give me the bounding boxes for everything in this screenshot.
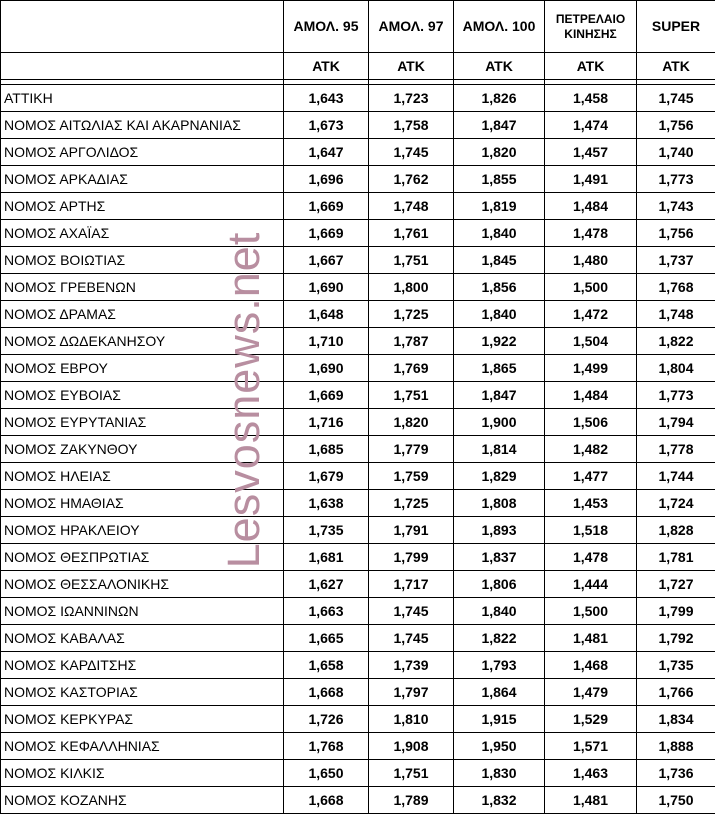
price-amol97: 1,908 [369, 733, 454, 760]
price-super: 1,773 [637, 382, 715, 409]
price-diesel: 1,491 [545, 166, 637, 193]
price-amol100: 1,806 [454, 571, 545, 598]
region-name: ΝΟΜΟΣ ΑΙΤΩΛΙΑΣ ΚΑΙ ΑΚΑΡΝΑΝΙΑΣ [1, 112, 284, 139]
header-diesel [545, 1, 637, 53]
table-row [1, 166, 715, 193]
price-amol97: 1,779 [369, 436, 454, 463]
unit-amol100: ΑΤΚ [454, 53, 545, 80]
table-row [1, 544, 715, 571]
region-name: ΝΟΜΟΣ ΚΑΡΔΙΤΣΗΣ [1, 652, 284, 679]
region-name: ΝΟΜΟΣ ΕΥΡΥΤΑΝΙΑΣ [1, 409, 284, 436]
table-row [1, 760, 715, 787]
price-amol95: 1,726 [284, 706, 369, 733]
header-super: SUPER [637, 1, 715, 53]
price-amol97: 1,725 [369, 490, 454, 517]
price-amol97: 1,725 [369, 301, 454, 328]
price-amol95: 1,690 [284, 274, 369, 301]
price-amol95: 1,668 [284, 679, 369, 706]
price-super: 1,828 [637, 517, 715, 544]
price-super: 1,737 [637, 247, 715, 274]
price-amol97: 1,739 [369, 652, 454, 679]
price-amol100: 1,847 [454, 382, 545, 409]
price-amol95: 1,735 [284, 517, 369, 544]
price-super: 1,748 [637, 301, 715, 328]
table-row [1, 706, 715, 733]
price-amol97: 1,759 [369, 463, 454, 490]
region-name: ΝΟΜΟΣ ΑΡΓΟΛΙΔΟΣ [1, 139, 284, 166]
price-diesel: 1,506 [545, 409, 637, 436]
price-amol100: 1,840 [454, 220, 545, 247]
price-amol95: 1,679 [284, 463, 369, 490]
price-super: 1,727 [637, 571, 715, 598]
price-amol95: 1,663 [284, 598, 369, 625]
price-super: 1,740 [637, 139, 715, 166]
unit-diesel: ΑΤΚ [545, 53, 637, 80]
region-name: ΑΤΤΙΚΗ [1, 85, 284, 112]
region-name: ΝΟΜΟΣ ΕΥΒΟΙΑΣ [1, 382, 284, 409]
price-diesel: 1,500 [545, 598, 637, 625]
table-row [1, 382, 715, 409]
region-name: ΝΟΜΟΣ ΗΡΑΚΛΕΙΟΥ [1, 517, 284, 544]
price-diesel: 1,477 [545, 463, 637, 490]
price-amol95: 1,669 [284, 220, 369, 247]
region-name: ΝΟΜΟΣ ΚΕΦΑΛΛΗΝΙΑΣ [1, 733, 284, 760]
price-super: 1,736 [637, 760, 715, 787]
price-amol97: 1,723 [369, 85, 454, 112]
table-row [1, 85, 715, 112]
table-row [1, 355, 715, 382]
table-row [1, 787, 715, 814]
price-diesel: 1,457 [545, 139, 637, 166]
table-row [1, 112, 715, 139]
units-blank-cell [1, 53, 284, 80]
price-amol100: 1,808 [454, 490, 545, 517]
table-row [1, 679, 715, 706]
price-amol95: 1,665 [284, 625, 369, 652]
price-amol100: 1,845 [454, 247, 545, 274]
price-diesel: 1,500 [545, 274, 637, 301]
price-amol100: 1,856 [454, 274, 545, 301]
price-amol100: 1,830 [454, 760, 545, 787]
price-amol95: 1,669 [284, 193, 369, 220]
unit-amol97: ΑΤΚ [369, 53, 454, 80]
price-amol95: 1,690 [284, 355, 369, 382]
region-name: ΝΟΜΟΣ ΙΩΑΝΝΙΝΩΝ [1, 598, 284, 625]
price-amol97: 1,758 [369, 112, 454, 139]
price-amol95: 1,685 [284, 436, 369, 463]
price-amol97: 1,745 [369, 139, 454, 166]
price-super: 1,822 [637, 328, 715, 355]
table-row [1, 409, 715, 436]
price-amol97: 1,717 [369, 571, 454, 598]
price-amol95: 1,673 [284, 112, 369, 139]
price-super: 1,888 [637, 733, 715, 760]
price-super: 1,768 [637, 274, 715, 301]
price-super: 1,735 [637, 652, 715, 679]
price-super: 1,743 [637, 193, 715, 220]
price-diesel: 1,478 [545, 220, 637, 247]
price-amol100: 1,814 [454, 436, 545, 463]
table-row [1, 220, 715, 247]
price-super: 1,756 [637, 112, 715, 139]
price-diesel: 1,482 [545, 436, 637, 463]
price-diesel: 1,453 [545, 490, 637, 517]
region-name: ΝΟΜΟΣ ΘΕΣΠΡΩΤΙΑΣ [1, 544, 284, 571]
price-amol95: 1,710 [284, 328, 369, 355]
price-amol100: 1,855 [454, 166, 545, 193]
price-amol100: 1,893 [454, 517, 545, 544]
region-name: ΝΟΜΟΣ ΑΡΚΑΔΙΑΣ [1, 166, 284, 193]
price-super: 1,724 [637, 490, 715, 517]
table-row [1, 301, 715, 328]
price-diesel: 1,472 [545, 301, 637, 328]
price-amol97: 1,761 [369, 220, 454, 247]
table-row [1, 274, 715, 301]
price-diesel: 1,468 [545, 652, 637, 679]
region-name: ΝΟΜΟΣ ΚΟΖΑΝΗΣ [1, 787, 284, 814]
price-amol100: 1,820 [454, 139, 545, 166]
units-row [1, 53, 715, 80]
price-super: 1,792 [637, 625, 715, 652]
table-row [1, 247, 715, 274]
region-name: ΝΟΜΟΣ ΚΑΒΑΛΑΣ [1, 625, 284, 652]
price-amol100: 1,793 [454, 652, 545, 679]
price-diesel: 1,484 [545, 382, 637, 409]
price-amol95: 1,681 [284, 544, 369, 571]
price-amol100: 1,950 [454, 733, 545, 760]
region-name: ΝΟΜΟΣ ΚΙΛΚΙΣ [1, 760, 284, 787]
price-diesel: 1,481 [545, 625, 637, 652]
price-diesel: 1,571 [545, 733, 637, 760]
price-diesel: 1,474 [545, 112, 637, 139]
price-amol97: 1,745 [369, 625, 454, 652]
price-super: 1,799 [637, 598, 715, 625]
table-row [1, 328, 715, 355]
price-amol100: 1,819 [454, 193, 545, 220]
table-row [1, 436, 715, 463]
watermark-text: Lesvosnews.net [218, 231, 269, 569]
header-diesel-line1: ΠΕΤΡΕΛΑΙΟ [555, 11, 626, 26]
price-amol97: 1,751 [369, 247, 454, 274]
price-amol100: 1,826 [454, 85, 545, 112]
price-diesel: 1,463 [545, 760, 637, 787]
price-diesel: 1,481 [545, 787, 637, 814]
price-amol95: 1,638 [284, 490, 369, 517]
price-diesel: 1,444 [545, 571, 637, 598]
price-amol97: 1,791 [369, 517, 454, 544]
price-super: 1,781 [637, 544, 715, 571]
price-diesel: 1,529 [545, 706, 637, 733]
price-diesel: 1,478 [545, 544, 637, 571]
price-amol100: 1,900 [454, 409, 545, 436]
price-super: 1,804 [637, 355, 715, 382]
region-name: ΝΟΜΟΣ ΚΑΣΤΟΡΙΑΣ [1, 679, 284, 706]
price-amol95: 1,643 [284, 85, 369, 112]
price-amol100: 1,837 [454, 544, 545, 571]
price-super: 1,745 [637, 85, 715, 112]
price-amol95: 1,768 [284, 733, 369, 760]
price-super: 1,744 [637, 463, 715, 490]
table-row [1, 139, 715, 166]
price-amol95: 1,696 [284, 166, 369, 193]
price-amol97: 1,751 [369, 760, 454, 787]
table-row [1, 571, 715, 598]
price-amol95: 1,648 [284, 301, 369, 328]
price-amol97: 1,810 [369, 706, 454, 733]
header-amol100: ΑΜΟΛ. 100 [454, 1, 545, 53]
price-amol95: 1,668 [284, 787, 369, 814]
price-diesel: 1,480 [545, 247, 637, 274]
region-name: ΝΟΜΟΣ ΕΒΡΟΥ [1, 355, 284, 382]
price-amol97: 1,787 [369, 328, 454, 355]
price-amol97: 1,820 [369, 409, 454, 436]
region-name: ΝΟΜΟΣ ΖΑΚΥΝΘΟΥ [1, 436, 284, 463]
header-amol97: ΑΜΟΛ. 97 [369, 1, 454, 53]
price-amol100: 1,915 [454, 706, 545, 733]
region-name: ΝΟΜΟΣ ΑΧΑΪΑΣ [1, 220, 284, 247]
price-amol97: 1,748 [369, 193, 454, 220]
region-name: ΝΟΜΟΣ ΗΜΑΘΙΑΣ [1, 490, 284, 517]
table-row [1, 652, 715, 679]
region-name: ΝΟΜΟΣ ΔΩΔΕΚΑΝΗΣΟΥ [1, 328, 284, 355]
region-name: ΝΟΜΟΣ ΑΡΤΗΣ [1, 193, 284, 220]
price-diesel: 1,484 [545, 193, 637, 220]
region-name: ΝΟΜΟΣ ΚΕΡΚΥΡΑΣ [1, 706, 284, 733]
price-amol100: 1,822 [454, 625, 545, 652]
price-super: 1,750 [637, 787, 715, 814]
price-amol100: 1,922 [454, 328, 545, 355]
price-amol97: 1,797 [369, 679, 454, 706]
price-super: 1,778 [637, 436, 715, 463]
price-diesel: 1,518 [545, 517, 637, 544]
region-name: ΝΟΜΟΣ ΔΡΑΜΑΣ [1, 301, 284, 328]
price-amol97: 1,769 [369, 355, 454, 382]
price-amol95: 1,658 [284, 652, 369, 679]
price-super: 1,756 [637, 220, 715, 247]
price-diesel: 1,479 [545, 679, 637, 706]
price-diesel: 1,499 [545, 355, 637, 382]
table-row [1, 598, 715, 625]
price-super: 1,834 [637, 706, 715, 733]
header-amol95: ΑΜΟΛ. 95 [284, 1, 369, 53]
price-amol100: 1,847 [454, 112, 545, 139]
price-diesel: 1,504 [545, 328, 637, 355]
region-name: ΝΟΜΟΣ ΓΡΕΒΕΝΩΝ [1, 274, 284, 301]
price-amol97: 1,799 [369, 544, 454, 571]
table-row [1, 733, 715, 760]
region-name: ΝΟΜΟΣ ΒΟΙΩΤΙΑΣ [1, 247, 284, 274]
table-row [1, 463, 715, 490]
price-amol97: 1,745 [369, 598, 454, 625]
price-super: 1,794 [637, 409, 715, 436]
header-diesel-line2: ΚΙΝΗΣΗΣ [564, 26, 617, 41]
price-amol95: 1,647 [284, 139, 369, 166]
price-amol100: 1,840 [454, 598, 545, 625]
price-diesel: 1,458 [545, 85, 637, 112]
price-super: 1,766 [637, 679, 715, 706]
header-row [1, 1, 715, 53]
price-super: 1,773 [637, 166, 715, 193]
table-row [1, 193, 715, 220]
price-amol95: 1,716 [284, 409, 369, 436]
price-amol100: 1,864 [454, 679, 545, 706]
price-amol97: 1,751 [369, 382, 454, 409]
price-amol100: 1,865 [454, 355, 545, 382]
table-row [1, 517, 715, 544]
table-row [1, 625, 715, 652]
price-amol95: 1,650 [284, 760, 369, 787]
price-amol100: 1,829 [454, 463, 545, 490]
price-amol95: 1,627 [284, 571, 369, 598]
price-amol100: 1,832 [454, 787, 545, 814]
price-amol95: 1,667 [284, 247, 369, 274]
table-row [1, 490, 715, 517]
header-blank-cell [1, 1, 284, 53]
price-amol100: 1,840 [454, 301, 545, 328]
price-amol97: 1,800 [369, 274, 454, 301]
price-amol97: 1,762 [369, 166, 454, 193]
region-name: ΝΟΜΟΣ ΗΛΕΙΑΣ [1, 463, 284, 490]
region-name: ΝΟΜΟΣ ΘΕΣΣΑΛΟΝΙΚΗΣ [1, 571, 284, 598]
unit-super: ΑΤΚ [637, 53, 715, 80]
price-amol95: 1,669 [284, 382, 369, 409]
price-amol97: 1,789 [369, 787, 454, 814]
unit-amol95: ΑΤΚ [284, 53, 369, 80]
